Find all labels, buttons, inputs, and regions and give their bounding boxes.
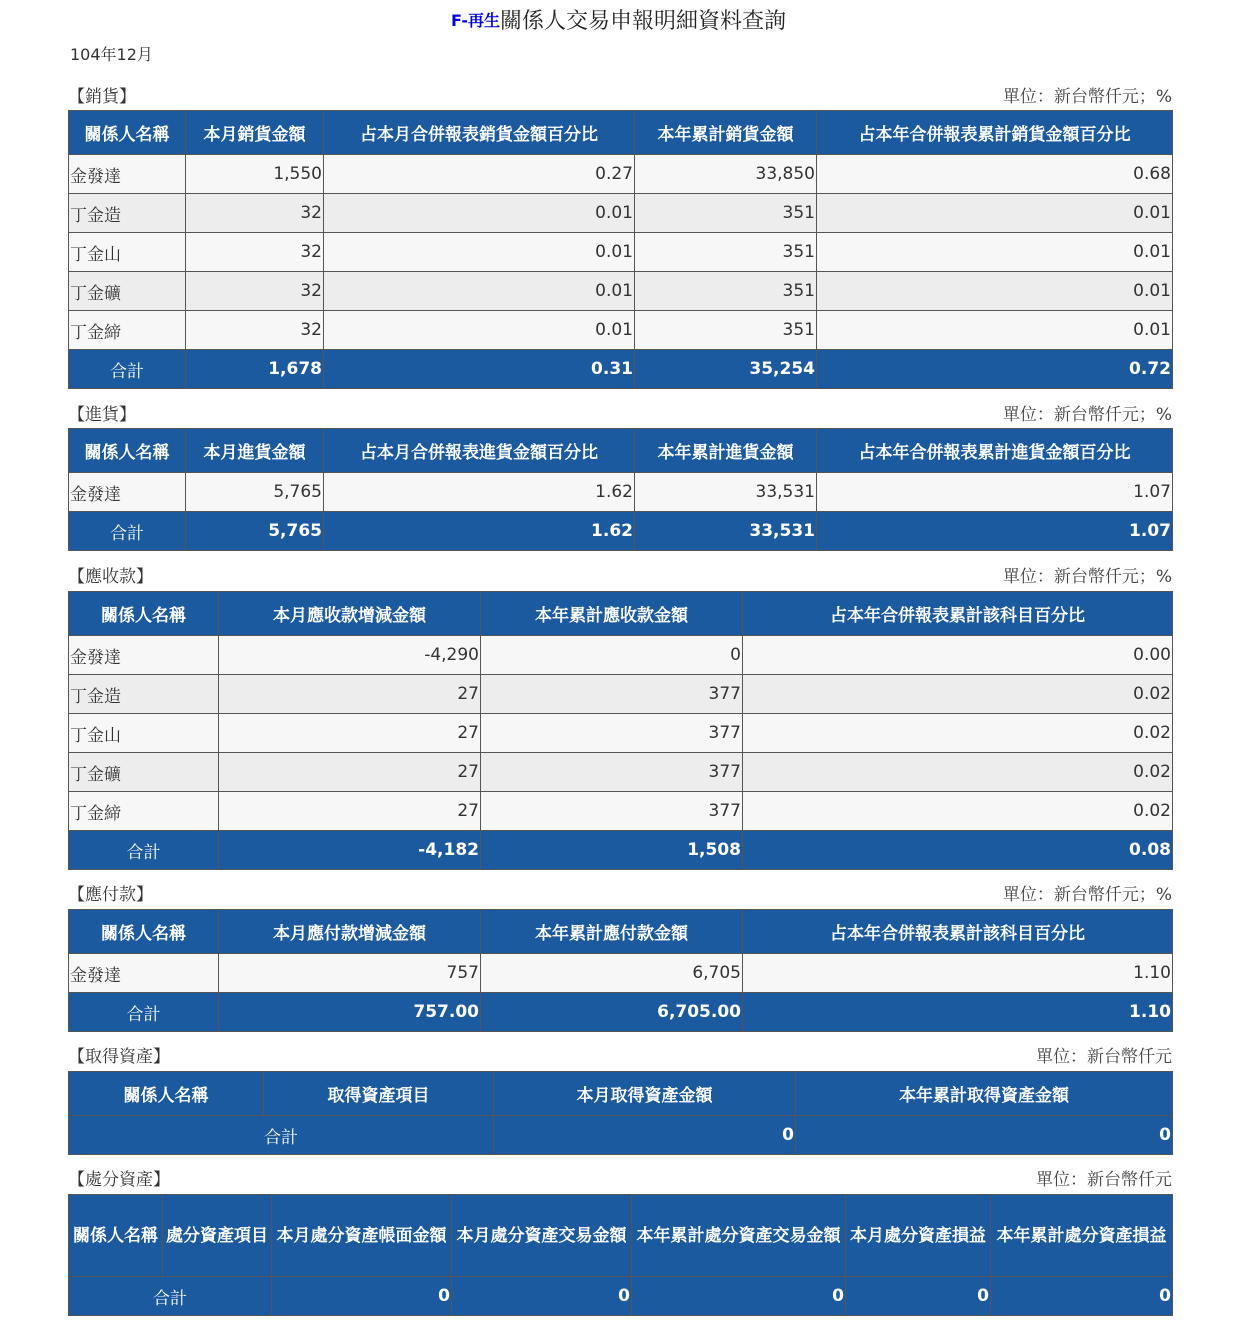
unit-label: 單位：新台幣仟元；% bbox=[1002, 87, 1172, 107]
cell: 丁金山 bbox=[69, 714, 219, 753]
cell: 丁金礦 bbox=[69, 272, 186, 311]
cell: 0.02 bbox=[743, 792, 1173, 831]
cell: 金發達 bbox=[69, 636, 219, 675]
col-header: 本月應收款增減金額 bbox=[219, 592, 481, 636]
cell: 27 bbox=[219, 714, 481, 753]
cell: 35,254 bbox=[635, 350, 817, 389]
col-header: 關係人名稱 bbox=[69, 111, 186, 155]
table-row bbox=[69, 194, 1173, 233]
section-title: 【進貨】 bbox=[68, 405, 136, 425]
col-header: 本月取得資產金額 bbox=[494, 1072, 796, 1116]
section-title: 【處分資產】 bbox=[68, 1170, 170, 1190]
col-header: 本月應付款增減金額 bbox=[219, 910, 481, 954]
col-header: 關係人名稱 bbox=[69, 1195, 163, 1277]
cell: 0.72 bbox=[817, 350, 1173, 389]
cell: 0 bbox=[846, 1277, 991, 1316]
cell: 351 bbox=[635, 233, 817, 272]
cell: 丁金礦 bbox=[69, 753, 219, 792]
cell: 丁金造 bbox=[69, 194, 186, 233]
unit-label: 單位：新台幣仟元 bbox=[1036, 1047, 1172, 1067]
unit-label: 單位：新台幣仟元；% bbox=[1002, 567, 1172, 587]
col-header: 占本年合併報表累計該科目百分比 bbox=[743, 592, 1173, 636]
section-title: 【取得資產】 bbox=[68, 1047, 170, 1067]
cell: 0.01 bbox=[817, 311, 1173, 350]
total-row bbox=[69, 1277, 1173, 1316]
cell: 0.27 bbox=[324, 155, 635, 194]
cell: 757.00 bbox=[219, 993, 481, 1032]
cell: 丁金山 bbox=[69, 233, 186, 272]
col-header: 占本年合併報表累計銷貨金額百分比 bbox=[817, 111, 1173, 155]
col-header: 關係人名稱 bbox=[69, 910, 219, 954]
cell: 757 bbox=[219, 954, 481, 993]
cell: 0.01 bbox=[324, 233, 635, 272]
page-title bbox=[0, 4, 1237, 35]
disposals-table bbox=[68, 1194, 1173, 1316]
cell: 0.01 bbox=[324, 194, 635, 233]
cell: -4,182 bbox=[219, 831, 481, 870]
total-label: 合計 bbox=[69, 1277, 272, 1316]
cell: 32 bbox=[186, 194, 324, 233]
cell: 377 bbox=[481, 792, 743, 831]
total-label: 合計 bbox=[69, 350, 186, 389]
total-row bbox=[69, 512, 1173, 551]
company-code: F-再生 bbox=[450, 11, 501, 30]
total-row bbox=[69, 993, 1173, 1032]
cell: 33,531 bbox=[635, 473, 817, 512]
table-row bbox=[69, 155, 1173, 194]
col-header: 處分資產項目 bbox=[163, 1195, 272, 1277]
col-header: 本年累計取得資產金額 bbox=[796, 1072, 1173, 1116]
cell: 351 bbox=[635, 272, 817, 311]
total-label: 合計 bbox=[69, 831, 219, 870]
cell: 377 bbox=[481, 753, 743, 792]
col-header: 取得資產項目 bbox=[264, 1072, 494, 1116]
col-header: 本年累計應付款金額 bbox=[481, 910, 743, 954]
col-header: 關係人名稱 bbox=[69, 429, 186, 473]
col-header: 本年累計進貨金額 bbox=[635, 429, 817, 473]
cell: 32 bbox=[186, 233, 324, 272]
acquisitions-section bbox=[68, 1040, 1172, 1155]
table-row bbox=[69, 311, 1173, 350]
cell: 0 bbox=[991, 1277, 1173, 1316]
cell: 0 bbox=[494, 1116, 796, 1155]
cell: 351 bbox=[635, 311, 817, 350]
col-header: 本月處分資產帳面金額 bbox=[272, 1195, 452, 1277]
section-title: 【應付款】 bbox=[68, 885, 153, 905]
cell: 金發達 bbox=[69, 473, 186, 512]
purchases-table bbox=[68, 428, 1173, 551]
cell: 1.10 bbox=[743, 954, 1173, 993]
cell: 5,765 bbox=[186, 473, 324, 512]
cell: 6,705.00 bbox=[481, 993, 743, 1032]
disposals-section bbox=[68, 1163, 1172, 1316]
cell: 1,678 bbox=[186, 350, 324, 389]
cell: 1.62 bbox=[324, 473, 635, 512]
section-title: 【應收款】 bbox=[68, 567, 153, 587]
table-row bbox=[69, 233, 1173, 272]
total-row bbox=[69, 1116, 1173, 1155]
cell: 27 bbox=[219, 675, 481, 714]
total-row bbox=[69, 831, 1173, 870]
cell: 1,508 bbox=[481, 831, 743, 870]
cell: 27 bbox=[219, 792, 481, 831]
acquisitions-table bbox=[68, 1071, 1173, 1155]
report-period: 104年12月 bbox=[70, 45, 153, 64]
cell: 33,531 bbox=[635, 512, 817, 551]
cell: 0 bbox=[796, 1116, 1173, 1155]
table-row bbox=[69, 473, 1173, 512]
col-header: 占本年合併報表累計進貨金額百分比 bbox=[817, 429, 1173, 473]
cell: 377 bbox=[481, 714, 743, 753]
cell: 0.00 bbox=[743, 636, 1173, 675]
section-title: 【銷貨】 bbox=[68, 87, 136, 107]
cell: 351 bbox=[635, 194, 817, 233]
cell: 1.62 bbox=[324, 512, 635, 551]
table-row bbox=[69, 636, 1173, 675]
cell: -4,290 bbox=[219, 636, 481, 675]
col-header: 本月銷貨金額 bbox=[186, 111, 324, 155]
table-row bbox=[69, 792, 1173, 831]
table-row bbox=[69, 714, 1173, 753]
col-header: 關係人名稱 bbox=[69, 592, 219, 636]
cell: 1.07 bbox=[817, 473, 1173, 512]
cell: 丁金締 bbox=[69, 792, 219, 831]
col-header: 關係人名稱 bbox=[69, 1072, 264, 1116]
cell: 6,705 bbox=[481, 954, 743, 993]
cell: 33,850 bbox=[635, 155, 817, 194]
cell: 0.01 bbox=[817, 233, 1173, 272]
sales-table bbox=[68, 110, 1173, 389]
cell: 377 bbox=[481, 675, 743, 714]
cell: 0.31 bbox=[324, 350, 635, 389]
table-row bbox=[69, 272, 1173, 311]
total-label: 合計 bbox=[69, 1116, 494, 1155]
total-row bbox=[69, 350, 1173, 389]
col-header: 本月處分資產交易金額 bbox=[452, 1195, 632, 1277]
cell: 0 bbox=[272, 1277, 452, 1316]
cell: 0 bbox=[632, 1277, 846, 1316]
cell: 0.01 bbox=[817, 272, 1173, 311]
col-header: 本年累計銷貨金額 bbox=[635, 111, 817, 155]
cell: 丁金造 bbox=[69, 675, 219, 714]
table-row bbox=[69, 753, 1173, 792]
col-header: 占本年合併報表累計該科目百分比 bbox=[743, 910, 1173, 954]
unit-label: 單位：新台幣仟元；% bbox=[1002, 405, 1172, 425]
col-header: 占本月合併報表銷貨金額百分比 bbox=[324, 111, 635, 155]
cell: 1,550 bbox=[186, 155, 324, 194]
receivables-table bbox=[68, 591, 1173, 870]
payables-table bbox=[68, 909, 1173, 1032]
cell: 0.08 bbox=[743, 831, 1173, 870]
table-row bbox=[69, 954, 1173, 993]
cell: 0 bbox=[481, 636, 743, 675]
page-title-text: 關係人交易申報明細資料查詢 bbox=[500, 9, 787, 34]
cell: 金發達 bbox=[69, 155, 186, 194]
cell: 32 bbox=[186, 272, 324, 311]
cell: 0.02 bbox=[743, 753, 1173, 792]
cell: 5,765 bbox=[186, 512, 324, 551]
cell: 1.10 bbox=[743, 993, 1173, 1032]
sales-section bbox=[68, 80, 1172, 389]
table-row bbox=[69, 675, 1173, 714]
receivables-section bbox=[68, 560, 1172, 870]
payables-section bbox=[68, 878, 1172, 1032]
total-label: 合計 bbox=[69, 512, 186, 551]
cell: 27 bbox=[219, 753, 481, 792]
cell: 0.01 bbox=[817, 194, 1173, 233]
col-header: 本月處分資產損益 bbox=[846, 1195, 991, 1277]
cell: 0.02 bbox=[743, 675, 1173, 714]
cell: 丁金締 bbox=[69, 311, 186, 350]
col-header: 占本月合併報表進貨金額百分比 bbox=[324, 429, 635, 473]
cell: 1.07 bbox=[817, 512, 1173, 551]
cell: 0.01 bbox=[324, 272, 635, 311]
unit-label: 單位：新台幣仟元 bbox=[1036, 1170, 1172, 1190]
purchases-section bbox=[68, 398, 1172, 551]
col-header: 本年累計處分資產損益 bbox=[991, 1195, 1173, 1277]
cell: 32 bbox=[186, 311, 324, 350]
cell: 0.68 bbox=[817, 155, 1173, 194]
cell: 0.01 bbox=[324, 311, 635, 350]
cell: 0 bbox=[452, 1277, 632, 1316]
col-header: 本年累計應收款金額 bbox=[481, 592, 743, 636]
cell: 0.02 bbox=[743, 714, 1173, 753]
cell: 金發達 bbox=[69, 954, 219, 993]
total-label: 合計 bbox=[69, 993, 219, 1032]
unit-label: 單位：新台幣仟元；% bbox=[1002, 885, 1172, 905]
col-header: 本年累計處分資產交易金額 bbox=[632, 1195, 846, 1277]
col-header: 本月進貨金額 bbox=[186, 429, 324, 473]
